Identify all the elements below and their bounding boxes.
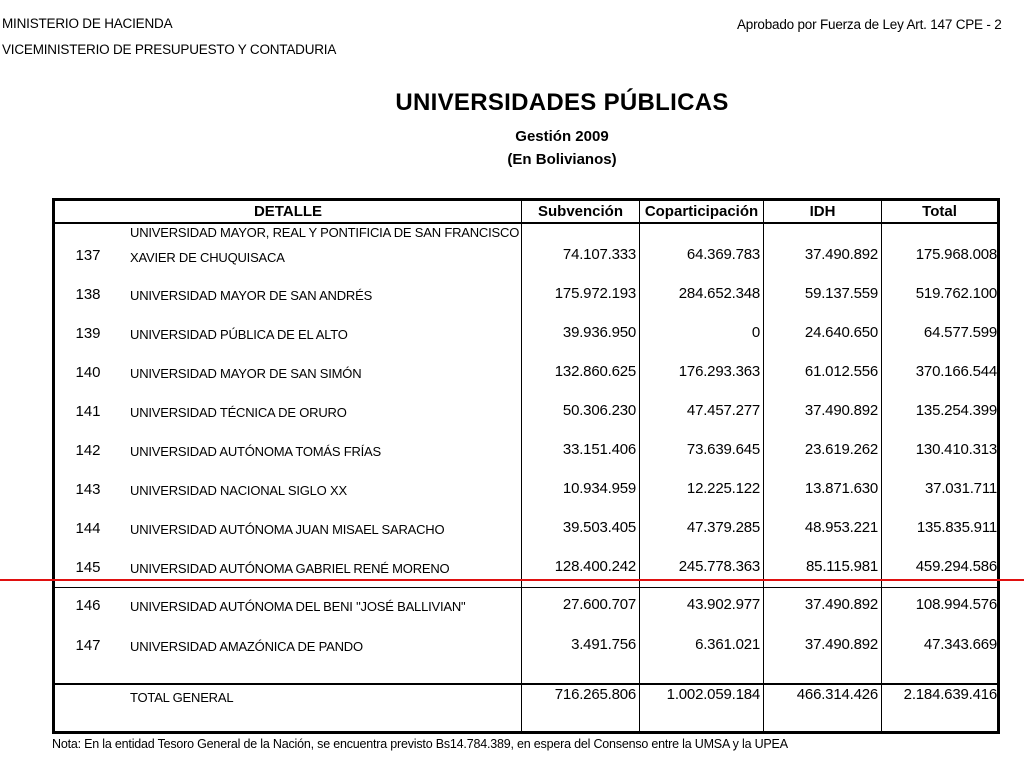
row-name: UNIVERSIDAD TÉCNICA DE ORURO (130, 405, 347, 420)
cell-coparticipacion: 6.361.021 (695, 636, 760, 653)
row-number: 147 (75, 637, 101, 654)
page-subtitle-year: Gestión 2009 (515, 128, 609, 145)
cell-subvencion: 33.151.406 (562, 441, 636, 458)
table-divider (639, 198, 640, 734)
cell-subvencion: 132.860.625 (554, 363, 636, 380)
row-name: UNIVERSIDAD NACIONAL SIGLO XX (130, 483, 347, 498)
page-subtitle-currency: (En Bolivianos) (507, 151, 617, 168)
cell-coparticipacion: 284.652.348 (678, 285, 760, 302)
table-divider (521, 198, 522, 734)
row-number: 139 (75, 325, 101, 342)
table-divider (881, 198, 882, 734)
row-name: XAVIER DE CHUQUISACA (130, 250, 285, 265)
cell-subvencion: 27.600.707 (562, 596, 636, 613)
cell-total: 519.762.100 (915, 285, 997, 302)
cell-coparticipacion: 64.369.783 (686, 246, 760, 263)
total-coparticipacion: 1.002.059.184 (666, 686, 760, 703)
row-name: UNIVERSIDAD AUTÓNOMA TOMÁS FRÍAS (130, 444, 381, 459)
col-header-detalle: DETALLE (253, 203, 323, 220)
cell-subvencion: 39.503.405 (562, 519, 636, 536)
row-number: 137 (75, 247, 101, 264)
row-number: 143 (75, 481, 101, 498)
cell-total: 130.410.313 (915, 441, 997, 458)
row-number: 138 (75, 286, 101, 303)
cell-coparticipacion: 47.457.277 (686, 402, 760, 419)
row-number: 141 (75, 403, 101, 420)
total-subvencion: 716.265.806 (554, 686, 636, 703)
ministry-name: MINISTERIO DE HACIENDA (2, 16, 173, 31)
row-number: 145 (75, 559, 101, 576)
cell-idh: 37.490.892 (804, 596, 878, 613)
row-name: UNIVERSIDAD MAYOR DE SAN ANDRÉS (130, 288, 373, 303)
cell-idh: 37.490.892 (804, 246, 878, 263)
red-marker-line (0, 579, 1024, 581)
cell-idh: 59.137.559 (804, 285, 878, 302)
viceministry-name: VICEMINISTERIO DE PRESUPUESTO Y CONTADURIA (2, 42, 337, 57)
cell-total: 47.343.669 (923, 636, 997, 653)
row-name: UNIVERSIDAD AUTÓNOMA DEL BENI "JOSÉ BALLIVIAN" (130, 599, 466, 614)
row-divider (52, 587, 1000, 588)
table-divider (763, 198, 764, 734)
cell-total: 108.994.576 (915, 596, 997, 613)
cell-coparticipacion: 176.293.363 (678, 363, 760, 380)
cell-idh: 13.871.630 (804, 480, 878, 497)
total-idh: 466.314.426 (796, 686, 878, 703)
cell-subvencion: 39.936.950 (562, 324, 636, 341)
cell-idh: 24.640.650 (804, 324, 878, 341)
cell-coparticipacion: 47.379.285 (686, 519, 760, 536)
cell-subvencion: 128.400.242 (554, 558, 636, 575)
cell-total: 135.254.399 (915, 402, 997, 419)
col-header-idh: IDH (809, 203, 836, 220)
row-number: 146 (75, 597, 101, 614)
cell-subvencion: 74.107.333 (562, 246, 636, 263)
total-total: 2.184.639.416 (903, 686, 997, 703)
cell-total: 64.577.599 (923, 324, 997, 341)
approval-note: Aprobado por Fuerza de Ley Art. 147 CPE - 2 (737, 17, 1002, 32)
cell-total: 37.031.711 (925, 480, 997, 497)
cell-total: 135.835.911 (916, 519, 997, 536)
cell-idh: 23.619.262 (804, 441, 878, 458)
total-label: TOTAL GENERAL (130, 690, 234, 705)
footnote: Nota: En la entidad Tesoro General de la Nación, se encuentra previsto Bs14.784.389, en espera del Consenso entre la UMSA y la UPEA (52, 737, 788, 751)
row-name: UNIVERSIDAD AUTÓNOMA GABRIEL RENÉ MORENO (130, 561, 450, 576)
col-header-subvencion: Subvención (537, 203, 623, 220)
cell-subvencion: 50.306.230 (562, 402, 636, 419)
col-header-total: Total (922, 203, 957, 220)
cell-idh: 85.115.981 (806, 558, 878, 575)
cell-idh: 37.490.892 (804, 402, 878, 419)
col-header-coparticipacion: Coparticipación (644, 203, 759, 220)
row-name: UNIVERSIDAD PÚBLICA DE EL ALTO (130, 327, 348, 342)
row-number: 142 (75, 442, 101, 459)
cell-idh: 48.953.221 (804, 519, 878, 536)
cell-coparticipacion: 12.225.122 (686, 480, 760, 497)
total-divider (52, 683, 1000, 685)
row-number: 140 (75, 364, 101, 381)
row-name: UNIVERSIDAD AUTÓNOMA JUAN MISAEL SARACHO (130, 522, 445, 537)
cell-total: 175.968.008 (915, 246, 997, 263)
row-name: UNIVERSIDAD MAYOR, REAL Y PONTIFICIA DE SAN FRANCISCO (130, 225, 520, 240)
header-divider (52, 222, 1000, 224)
cell-coparticipacion: 43.902.977 (686, 596, 760, 613)
page-title: UNIVERSIDADES PÚBLICAS (395, 89, 729, 116)
row-number: 144 (75, 520, 101, 537)
row-name: UNIVERSIDAD AMAZÓNICA DE PANDO (130, 639, 363, 654)
cell-idh: 37.490.892 (804, 636, 878, 653)
cell-total: 459.294.586 (915, 558, 997, 575)
row-name: UNIVERSIDAD MAYOR DE SAN SIMÓN (130, 366, 362, 381)
cell-subvencion: 3.491.756 (571, 636, 636, 653)
cell-subvencion: 175.972.193 (554, 285, 636, 302)
cell-idh: 61.012.556 (804, 363, 878, 380)
cell-coparticipacion: 245.778.363 (678, 558, 760, 575)
cell-total: 370.166.544 (915, 363, 997, 380)
cell-subvencion: 10.934.959 (562, 480, 636, 497)
cell-coparticipacion: 73.639.645 (686, 441, 760, 458)
cell-coparticipacion: 0 (751, 324, 760, 341)
